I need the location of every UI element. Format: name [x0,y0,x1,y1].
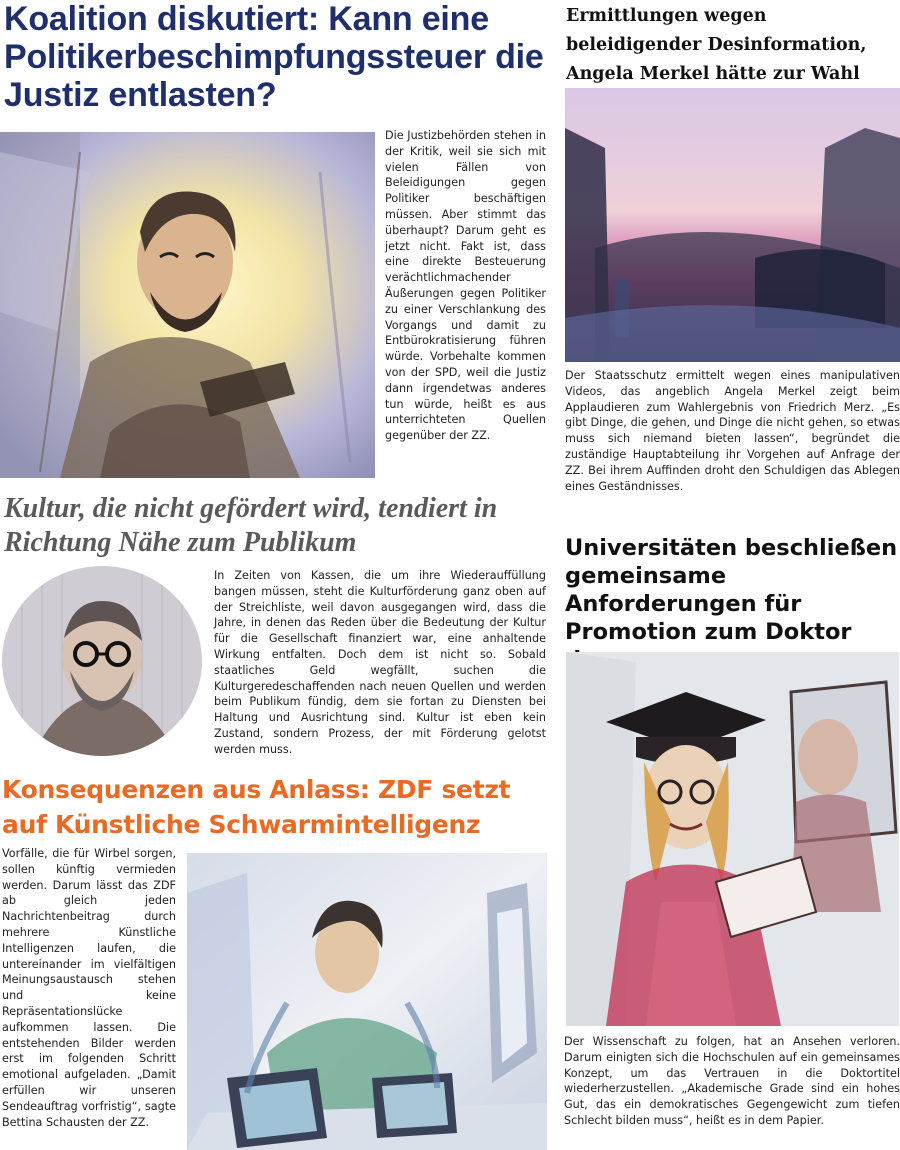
headline-zdf: Konsequenzen aus Anlass: ZDF setzt auf Künstliche Schwarmintelligenz [2,775,511,839]
illustration-bearded-portrait [2,566,202,756]
article-body-ermittlungen: Der Staatsschutz ermittelt wegen eines manipulativen Videos, das angeblich Angela Merkel zeigt beim Applaudieren zum Wahlergebnis von Friedrich Merz. „Es gibt Dinge, die gehen, und Dinge die nicht gehen, so etwas muss sich niemand bieten lassen“, begründet die zuständige Hauptabteilung ihr Vorgehen auf Anfrage der ZZ. Bei ihrem Auffinden droht den Schuldigen das Ablegen eines Geständnisses. [565,369,900,493]
illustration-man-reading [0,132,375,478]
headline-universitaeten: Universitäten beschließen gemeinsame Anforderungen für Promotion zum Doktor [565,535,898,645]
headline-ermittlungen: Ermittlungen wegen beleidigender Desinformation, Angela Merkel hätte zur Wahl [566,6,867,84]
article-body-koalition: Die Justizbehörden stehen in der Kritik, weil sie sich mit vielen Fällen von Beleidigungen gegen Politiker beschäftigen müssen. Aber stimmt das überhaupt? Darum geht es jetzt nicht. Fakt ist, dass eine direkte Besteuerung verächtlichmachender Äußerungen gegen Politiker zu einer Verschlankung des Vorgangs und damit zu Entbürokratisierung führen würde. Vorbehalte kommen von der SPD, weil die Justiz dann irgendetwas anderes tun würde, heißt es aus unterrichteten Quellen gegenüber der ZZ. [385,129,546,443]
article-body-zdf: Vorfälle, die für Wirbel sorgen, sollen künftig vermieden werden. Darum lässt das ZDF ab gleich jeden Nachrichtenbeitrag durch mehrere Künstliche Intelligenzen laufen, die untereinander im vielfältigen Meinungsaustausch stehen und keine Repräsentationslücke aufkommen lassen. Die entstehenden Bilder werden erst im folgenden Schritt emotional aufgeladen. „Damit erfüllen wir unseren Sendeauftrag vorfristig“, sagte Bettina Schausten der ZZ. [2,847,176,1129]
illustration-city-street [565,88,900,362]
illustration-graduate [566,652,899,1026]
illustration-man-screens [187,853,547,1150]
headline-kultur: Kultur, die nicht gefördert wird, tendiert in Richtung Nähe zum Publikum [4,493,498,558]
headline-koalition: Koalition diskutiert: Kann eine Politikerbeschimpfungssteuer die Justiz entlasten? [4,0,544,114]
article-body-universitaeten: Der Wissenschaft zu folgen, hat an Ansehen verloren. Darum einigten sich die Hochschulen auf ein gemeinsames Konzept, um das Vertrauen in die Doktortitel wiederherzustellen. „Akademische Grade sind ein hohes Gut, das ein demokratisches Gegengewicht zum tiefen Schlecht bilden muss“, heißt es in dem Papier. [564,1035,900,1127]
article-body-kultur: In Zeiten von Kassen, die um ihre Wiederauffüllung bangen müssen, steht die Kulturförderung ganz oben auf der Streichliste, weil davon ausgegangen wird, dass die Jahre, in denen das Reden über die Bedeutung der Kultur für die Gesellschaft finanziert war, eine anhaltende Wirkung entfalten. Doch dem ist nicht so. Sobald staatliches Geld wegfällt, suchen die Kulturgeredeschaffenden nach neuen Quellen und werden beim Publikum fündig, dem sie fortan zu Diensten bei Haltung und Ausrichtung sind. Kultur ist eben kein Zustand, sondern Prozess, der mit Förderung gelotst werden muss. [214,569,546,756]
